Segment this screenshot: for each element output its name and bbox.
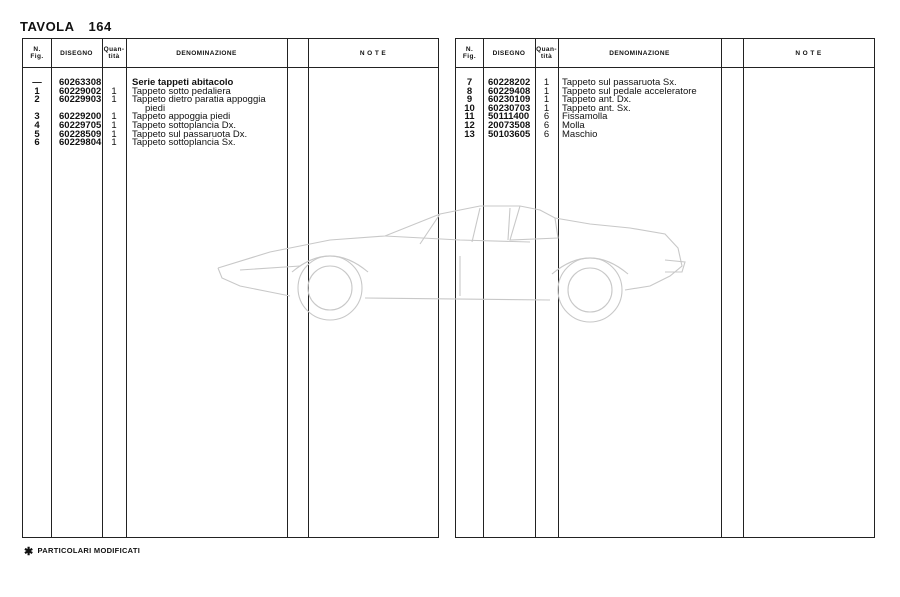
asterisk-icon: ✱: [24, 546, 34, 558]
table-row: 8 60229408 1 Tappeto sul pedale acceleratore: [466, 85, 697, 97]
page-title: [20, 19, 112, 34]
tavola-number: 164: [88, 19, 112, 34]
col-header-qty: Quan- tità: [103, 46, 125, 60]
footer-text: PARTICOLARI MODIFICATI: [37, 546, 141, 555]
table-row: 6 60229804 1 Tappeto sottoplancia Sx.: [34, 137, 236, 149]
table-row: 7 60228202 1 Tappeto sul passaruota Sx.: [466, 77, 677, 88]
table-row: 4 60229705 1 Tappeto sottoplancia Dx.: [34, 119, 237, 131]
col-header-disegno: DISEGNO: [60, 49, 93, 57]
table-row: 2 60229903 1 Tappeto dietro paratia appoggia piedi: [34, 94, 266, 114]
col-header-note: N O T E: [795, 49, 822, 57]
col-header-note: N O T E: [359, 49, 387, 57]
car-silhouette-watermark: [210, 200, 690, 325]
col-header-fig: N. Fig.: [30, 46, 44, 60]
col-header-fig: N. Fig.: [462, 46, 477, 60]
table-row: 10 60230703 1 Tappeto ant. Sx.: [464, 102, 631, 114]
table-row: 5 60228509 1 Tappeto sul passaruota Dx.: [34, 128, 248, 140]
footer-legend: [24, 545, 140, 558]
col-header-disegno: DISEGNO: [492, 49, 526, 57]
table-row: 9 60230109 1 Tappeto ant. Dx.: [466, 94, 632, 106]
table-row: — 60263308 Serie tappeti abitacolo: [32, 77, 234, 88]
table-row: 11 50111400 6 Fissamolla: [464, 111, 608, 123]
table-row: 13 50103605 6 Maschio: [464, 128, 598, 140]
col-header-denominazione: DENOMINAZIONE: [176, 49, 237, 57]
table-row: 3 60229200 1 Tappeto appoggia piedi: [34, 111, 231, 123]
table-row: 12 20073508 6 Molla: [464, 119, 585, 131]
tavola-label: TAVOLA: [20, 19, 75, 34]
col-header-denominazione: DENOMINAZIONE: [609, 49, 670, 57]
table-row: 1 60229002 1 Tappeto sotto pedaliera: [34, 85, 231, 97]
col-header-qty: Quan- tità: [536, 46, 557, 60]
